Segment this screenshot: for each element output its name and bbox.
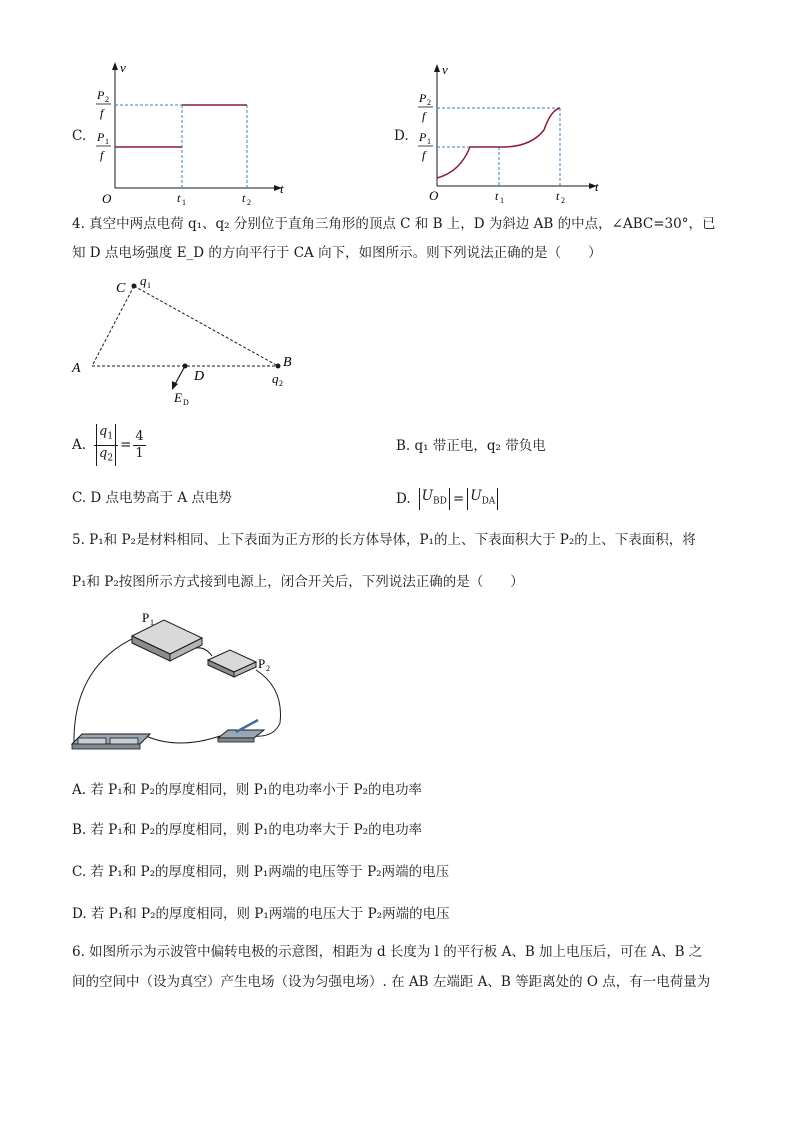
- svg-text:D: D: [183, 398, 189, 407]
- q5-option-c[interactable]: C. 若 P₁和 P₂的厚度相同，则 P₁两端的电压等于 P₂两端的电压: [72, 864, 450, 880]
- q4-option-a[interactable]: A. $\frac{q_1}{q_2}$ = $\frac{4}{1}$: [72, 422, 148, 468]
- p2-sub: 2: [105, 95, 109, 104]
- q4-triangle-figure: [70, 272, 310, 412]
- q5-option-d[interactable]: D. 若 P₁和 P₂的厚度相同，则 P₁两端的电压大于 P₂两端的电压: [72, 906, 450, 922]
- q5-option-b[interactable]: B. 若 P₁和 P₂的厚度相同，则 P₁的电功率大于 P₂的电功率: [72, 822, 423, 838]
- q5-circuit-figure: [68, 608, 308, 763]
- p1-den: f: [100, 148, 104, 162]
- svg-text:P: P: [258, 656, 266, 671]
- graph-c-svg: [72, 60, 312, 210]
- svg-text:O: O: [429, 188, 439, 203]
- svg-text:C: C: [116, 281, 126, 296]
- t2-label: t: [242, 191, 246, 205]
- svg-text:1: 1: [147, 281, 151, 290]
- svg-text:P: P: [419, 91, 427, 105]
- svg-text:1: 1: [500, 196, 504, 205]
- svg-text:t: t: [556, 189, 560, 203]
- p1-num: P: [97, 130, 105, 144]
- graph-d-svg: [394, 60, 634, 210]
- svg-text:q: q: [140, 273, 147, 288]
- t1-sub: 1: [182, 198, 186, 207]
- svg-text:t: t: [495, 189, 499, 203]
- origin-label: O: [102, 191, 112, 206]
- q4-line2: 知 D 点电场强度 E_D 的方向平行于 CA 向下，如图所示。则下列说法正确的是（ ）: [72, 245, 602, 261]
- q5-line2: P₁和 P₂按图所示方式接到电源上，闭合开关后，下列说法正确的是（ ）: [72, 574, 524, 590]
- q6-line2: 间的空间中（设为真空）产生电场（设为匀强电场）. 在 AB 左端距 A、B 等距离处的 O 点，有一电荷量为: [72, 974, 711, 990]
- graph-d: [394, 60, 634, 210]
- q4-option-b[interactable]: B. q₁ 带正电，q₂ 带负电: [396, 438, 546, 454]
- y-arrow: [112, 62, 118, 70]
- q5-option-a[interactable]: A. 若 P₁和 P₂的厚度相同，则 P₁的电功率小于 P₂的电功率: [72, 782, 422, 798]
- t1-label: t: [177, 191, 181, 205]
- point-c: [132, 284, 137, 289]
- y-label: v: [120, 60, 126, 75]
- svg-text:t: t: [595, 179, 599, 194]
- q5-line1: 5. P₁和 P₂是材料相同、上下表面为正方形的长方体导体，P₁的上、下表面积大于 P₂的上、下表面积，将: [72, 532, 696, 548]
- svg-text:2: 2: [561, 196, 565, 205]
- p1-sub: 1: [105, 137, 109, 146]
- svg-text:P: P: [142, 610, 150, 625]
- q4-option-d[interactable]: D. $U_{BD}$ = $U_{DA}$: [396, 488, 498, 510]
- q4-option-c[interactable]: C. D 点电势高于 A 点电势: [72, 490, 232, 506]
- svg-text:v: v: [442, 62, 448, 77]
- svg-text:P: P: [419, 130, 427, 144]
- p2-den: f: [100, 106, 104, 120]
- graph-c: [72, 60, 312, 210]
- q4-line1: 4. 真空中两点电荷 q₁、q₂ 分别位于直角三角形的顶点 C 和 B 上，D 为斜边 AB 的中点，∠ABC=30°，已: [72, 216, 716, 232]
- q-ratio: $\frac{q_1}{q_2}$: [94, 424, 118, 466]
- svg-text:2: 2: [279, 379, 283, 388]
- x-label: t: [280, 181, 284, 196]
- option-c-label: C.: [72, 128, 87, 144]
- svg-text:1: 1: [427, 137, 431, 146]
- p2-num: P: [97, 88, 105, 102]
- option-d-label: D.: [394, 128, 409, 144]
- svg-text:f: f: [422, 109, 426, 123]
- svg-text:f: f: [422, 148, 426, 162]
- svg-text:1: 1: [150, 618, 154, 627]
- svg-text:q: q: [272, 371, 279, 386]
- svg-text:A: A: [72, 361, 81, 376]
- switch: [218, 730, 264, 738]
- svg-text:2: 2: [427, 98, 431, 107]
- ratio-value: $\frac{4}{1}$: [135, 428, 144, 461]
- t2-sub: 2: [247, 198, 251, 207]
- svg-text:E: E: [174, 390, 182, 405]
- point-b: [276, 364, 281, 369]
- svg-text:B: B: [283, 355, 292, 370]
- svg-text:D: D: [194, 369, 205, 384]
- svg-text:2: 2: [266, 664, 270, 673]
- q6-line1: 6. 如图所示为示波管中偏转电极的示意图，相距为 d 长度为 l 的平行板 A、B 加上电压后，可在 A、B 之: [72, 944, 703, 960]
